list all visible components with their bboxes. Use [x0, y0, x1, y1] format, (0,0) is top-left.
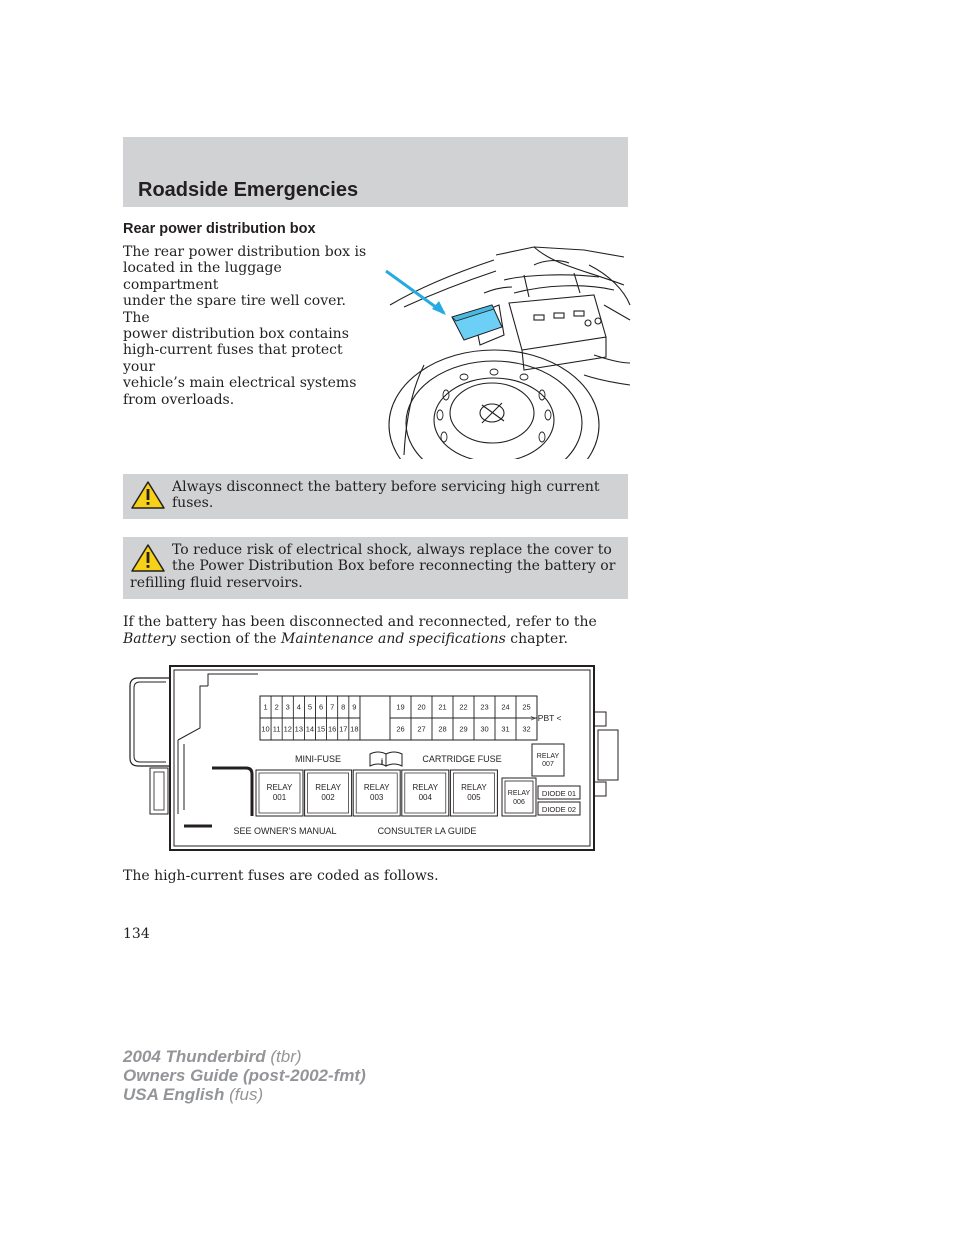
battery-note-line1: If the battery has been disconnected and reconnected, refer to the	[123, 614, 597, 630]
mini-fuse-13: 13	[294, 724, 304, 734]
pbt-label: > PBT <	[530, 713, 562, 723]
power-distribution-box-diagram	[128, 664, 626, 854]
consulter-la-guide-label: CONSULTER LA GUIDE	[377, 826, 477, 836]
mini-fuse-7: 7	[330, 702, 335, 712]
relay-label: 004	[418, 793, 432, 802]
mini-fuse-1: 1	[263, 702, 268, 712]
cartridge-fuse-20: 20	[417, 702, 426, 712]
mini-fuse-10: 10	[261, 724, 270, 734]
battery-note-line2	[123, 631, 628, 648]
relay-007-line2: 007	[542, 761, 554, 768]
mini-fuse-15: 15	[316, 724, 326, 734]
warning-triangle-icon	[130, 480, 166, 510]
footer-language: USA English	[123, 1085, 225, 1104]
warning-box-shock	[123, 537, 628, 599]
intro-line: located in the luggage compartment	[123, 260, 282, 293]
footer-guide: Owners Guide (post-2002-fmt)	[123, 1066, 366, 1085]
relay-label: RELAY	[461, 783, 487, 792]
cartridge-fuse-25: 25	[522, 702, 531, 712]
mini-fuse-4: 4	[296, 702, 301, 712]
intro-line: under the spare tire well cover. The	[123, 293, 346, 326]
luggage-compartment-illustration	[384, 245, 632, 459]
cartridge-fuse-29: 29	[459, 724, 468, 734]
relay-label: RELAY	[363, 783, 390, 792]
section-title: Roadside Emergencies	[138, 179, 359, 201]
warning-triangle-icon	[130, 543, 166, 573]
battery-note-mid: section of the	[175, 630, 281, 647]
warning-line: refilling fluid reservoirs.	[130, 574, 303, 591]
section-header-band	[123, 137, 628, 207]
cartridge-fuse-19: 19	[396, 702, 405, 712]
footer-model: 2004 Thunderbird	[123, 1047, 266, 1066]
cartridge-fuse-30: 30	[480, 724, 489, 734]
mini-fuse-label: MINI-FUSE	[295, 754, 341, 764]
relay-label: RELAY	[315, 783, 341, 792]
battery-link-text: Battery	[123, 630, 176, 647]
maintenance-chapter-text: Maintenance and specifications	[280, 630, 506, 647]
mini-fuse-16: 16	[327, 724, 337, 734]
cartridge-fuse-26: 26	[396, 724, 405, 734]
mini-fuse-2: 2	[274, 702, 279, 712]
mini-fuse-11: 11	[272, 724, 281, 734]
cartridge-fuse-32: 32	[522, 724, 531, 734]
relay-label: RELAY	[412, 783, 439, 792]
see-owners-manual-label: SEE OWNER’S MANUAL	[233, 826, 337, 836]
mini-fuse-14: 14	[305, 724, 315, 734]
diode-01-label: DIODE 01	[541, 789, 577, 798]
relay-007-line1: RELAY	[536, 753, 560, 760]
relay-006-line2: 006	[513, 799, 525, 806]
coded-as-follows-text: The high-current fuses are coded as follows.	[123, 868, 439, 884]
cartridge-fuse-21: 21	[438, 702, 447, 712]
book-info-icon: i	[380, 757, 384, 767]
relay-label: 001	[272, 793, 287, 802]
mini-fuse-12: 12	[283, 724, 292, 734]
warning-box-battery	[123, 474, 628, 519]
diode-02-label: DIODE 02	[541, 805, 577, 814]
mini-fuse-8: 8	[341, 702, 346, 712]
footer-language-code: (fus)	[224, 1085, 264, 1104]
cartridge-fuse-22: 22	[459, 702, 468, 712]
cartridge-fuse-28: 28	[438, 724, 447, 734]
relay-label: 003	[370, 793, 384, 802]
warning-line: fuses.	[172, 495, 214, 512]
intro-line: high-current fuses that protect your	[123, 342, 343, 375]
cartridge-fuse-27: 27	[417, 724, 426, 734]
mini-fuse-6: 6	[318, 702, 324, 712]
mini-fuse-9: 9	[352, 702, 357, 712]
relay-label: 005	[467, 793, 481, 802]
intro-line: power distribution box contains	[123, 326, 349, 343]
mini-fuse-18: 18	[350, 724, 359, 734]
battery-note-end: chapter.	[505, 630, 568, 647]
footer-model-code: (tbr)	[265, 1047, 302, 1066]
footer-line1	[123, 1047, 366, 1066]
mini-fuse-17: 17	[339, 724, 348, 734]
mini-fuse-3: 3	[285, 702, 290, 712]
document-footer	[123, 1047, 366, 1104]
footer-line2	[123, 1066, 366, 1085]
intro-line: from overloads.	[123, 391, 235, 408]
relay-label: 002	[321, 793, 335, 802]
cartridge-fuse-23: 23	[480, 702, 489, 712]
intro-paragraph	[123, 244, 375, 408]
cartridge-fuse-label: CARTRIDGE FUSE	[422, 754, 502, 764]
relay-006-line1: RELAY	[507, 790, 531, 797]
battery-note	[123, 614, 628, 647]
subheading: Rear power distribution box	[123, 221, 316, 237]
warning-line: Always disconnect the battery before servicing high current	[172, 479, 600, 495]
warning-line: To reduce risk of electrical shock, always replace the cover to	[172, 542, 612, 558]
warning-line: the Power Distribution Box before reconnecting the battery or	[172, 558, 616, 575]
cartridge-fuse-31: 31	[501, 724, 510, 734]
cartridge-fuse-24: 24	[501, 702, 510, 712]
footer-line3	[123, 1085, 366, 1104]
page-number: 134	[123, 926, 150, 942]
intro-line: The rear power distribution box is	[123, 244, 367, 260]
intro-line: vehicle’s main electrical systems	[123, 375, 357, 392]
relay-label: RELAY	[266, 783, 293, 792]
mini-fuse-5: 5	[307, 702, 313, 712]
